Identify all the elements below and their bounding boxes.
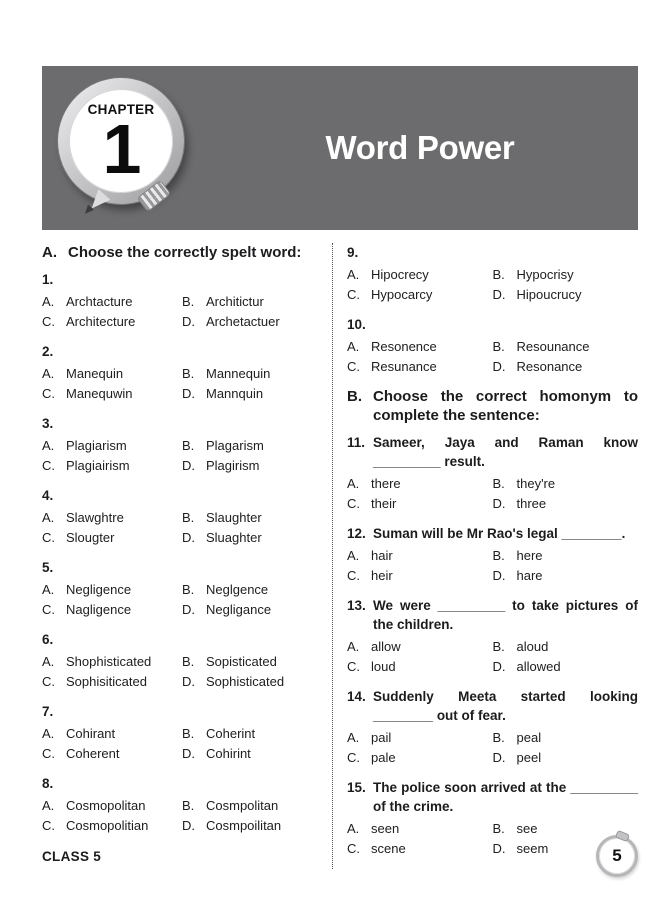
option-letter: A. — [42, 366, 55, 381]
option-text: there — [371, 476, 401, 491]
option-letter: A. — [42, 582, 55, 597]
option-text: Architecture — [66, 313, 136, 329]
question-1 — [42, 270, 322, 331]
option-text: Slawghtre — [66, 510, 124, 525]
option — [347, 337, 493, 357]
option-letter: B. — [492, 267, 505, 282]
option — [42, 796, 182, 816]
option-text: Cohirant — [66, 726, 116, 741]
option-text: heir — [371, 567, 393, 583]
option-text: seen — [371, 821, 400, 836]
option-text: Plagiarism — [66, 438, 127, 453]
option-letter: D. — [182, 817, 195, 833]
section-letter: A. — [42, 244, 57, 261]
option-text: Shophisticated — [66, 654, 152, 669]
option-letter: B. — [492, 548, 505, 563]
option-text: Mannequin — [206, 366, 271, 381]
question-number: 10. — [347, 317, 366, 332]
option-text: Hypocrisy — [516, 267, 574, 282]
option-letter: A. — [347, 339, 360, 354]
option-letter: C. — [347, 567, 360, 583]
right-column — [333, 243, 638, 869]
option-letter: B. — [492, 476, 505, 491]
option — [347, 546, 493, 566]
option — [182, 600, 322, 620]
option-text: Negligance — [206, 601, 272, 617]
option-letter: C. — [347, 840, 360, 856]
option-letter: C. — [347, 358, 360, 374]
option-text: seem — [516, 840, 549, 856]
option-text: Cosmpoilitan — [206, 817, 282, 833]
option-letter: A. — [347, 548, 360, 563]
option — [182, 796, 322, 816]
pencil-page-ring-icon — [596, 835, 638, 877]
option-text: here — [516, 548, 543, 563]
option-text: pale — [371, 749, 396, 765]
option — [42, 652, 182, 672]
option-letter: C. — [42, 745, 55, 761]
chapter-banner — [42, 66, 638, 230]
option-letter: B. — [182, 366, 195, 381]
option — [182, 364, 322, 384]
section-heading-text: Choose the correctly spelt word: — [68, 244, 302, 261]
option — [182, 312, 322, 332]
option-text: aloud — [516, 639, 549, 654]
question-10 — [347, 315, 638, 376]
option — [347, 474, 493, 494]
page-number: 5 — [612, 846, 622, 865]
option — [42, 600, 182, 620]
option-letter: C. — [42, 529, 55, 545]
option — [42, 436, 182, 456]
question-7 — [42, 702, 322, 763]
class-label: CLASS 5 — [42, 848, 102, 864]
section-heading-text: Choose the correct homonym to complete the sentence: — [373, 388, 638, 424]
option — [182, 744, 322, 764]
question-number: 3. — [42, 416, 54, 431]
option — [42, 456, 182, 476]
option-text: Resunance — [371, 358, 437, 374]
option-letter: D. — [492, 658, 506, 674]
option-letter: D. — [182, 313, 195, 329]
option-letter: A. — [347, 476, 360, 491]
question-4 — [42, 486, 322, 547]
option-letter: B. — [182, 582, 195, 597]
option-text: Negligence — [66, 582, 132, 597]
option-letter: C. — [42, 601, 55, 617]
question-number: 15. — [347, 780, 366, 795]
option-text: Hipocrecy — [371, 267, 429, 282]
option-letter: B. — [182, 654, 195, 669]
option-text: hair — [371, 548, 393, 563]
option-letter: A. — [42, 510, 55, 525]
option — [493, 337, 639, 357]
option-text: Neglgence — [206, 582, 269, 597]
option-letter: D. — [182, 457, 195, 473]
question-13 — [347, 596, 638, 676]
option — [347, 494, 493, 514]
option — [493, 637, 639, 657]
option-text: Cosmopolitian — [66, 817, 149, 833]
option — [493, 357, 639, 377]
option — [347, 357, 493, 377]
question-number: 1. — [42, 272, 54, 287]
option — [182, 652, 322, 672]
option-text: Nagligence — [66, 601, 132, 617]
section-b-heading — [347, 387, 638, 425]
option-letter: B. — [182, 294, 195, 309]
option-letter: D. — [492, 840, 506, 856]
option-text: Resonence — [371, 339, 437, 354]
question-number: 9. — [347, 245, 359, 260]
option-letter: D. — [492, 749, 506, 765]
option — [42, 384, 182, 404]
question-prompt: Suddenly Meeta started looking ________ out of fear. — [373, 689, 638, 723]
section-letter: B. — [347, 388, 362, 405]
option — [42, 312, 182, 332]
question-number: 14. — [347, 689, 366, 704]
question-8 — [42, 774, 322, 835]
option — [347, 728, 493, 748]
question-3 — [42, 414, 322, 475]
option-text: Cosmopolitan — [66, 798, 146, 813]
option-letter: D. — [182, 385, 195, 401]
question-number: 6. — [42, 632, 54, 647]
question-prompt: The police soon arrived at the _________ of the crime. — [373, 780, 638, 814]
option-letter: A. — [347, 267, 360, 282]
option-letter: B. — [492, 639, 505, 654]
option-letter: D. — [182, 529, 195, 545]
option-text: loud — [371, 658, 396, 674]
option — [347, 748, 493, 768]
question-prompt: Suman will be Mr Rao's legal ________. — [373, 526, 626, 541]
option-text: Plagiairism — [66, 457, 130, 473]
option-letter: C. — [42, 313, 55, 329]
option — [493, 494, 639, 514]
option-letter: B. — [492, 339, 505, 354]
option-text: Architictur — [206, 294, 264, 309]
question-number: 2. — [42, 344, 54, 359]
option — [42, 744, 182, 764]
option — [42, 508, 182, 528]
option — [347, 566, 493, 586]
option-text: Slaughter — [206, 510, 262, 525]
option-letter: C. — [347, 658, 360, 674]
option — [182, 528, 322, 548]
option — [42, 724, 182, 744]
option-text: Hypocarcy — [371, 286, 433, 302]
question-number: 13. — [347, 598, 366, 613]
option-text: Mannquin — [206, 385, 264, 401]
option-text: Cohirint — [206, 745, 251, 761]
option-text: allow — [371, 639, 401, 654]
option — [42, 672, 182, 692]
question-12 — [347, 524, 638, 585]
option — [493, 474, 639, 494]
chapter-label: CHAPTER — [87, 102, 155, 117]
option-text: Resonance — [516, 358, 583, 374]
option — [182, 292, 322, 312]
option — [493, 728, 639, 748]
option-text: see — [516, 821, 538, 836]
option-text: Archetactuer — [206, 313, 280, 329]
option — [493, 657, 639, 677]
option — [347, 265, 493, 285]
option-text: allowed — [516, 658, 561, 674]
option-text: Sopisticated — [206, 654, 277, 669]
option-text: Resounance — [516, 339, 590, 354]
option-letter: B. — [182, 438, 195, 453]
option-letter: A. — [42, 438, 55, 453]
option-letter: B. — [182, 510, 195, 525]
question-number: 5. — [42, 560, 54, 575]
question-14 — [347, 687, 638, 767]
option — [493, 748, 639, 768]
option-letter: B. — [182, 798, 195, 813]
option-text: Sluaghter — [206, 529, 262, 545]
option-text: Manequin — [66, 366, 124, 381]
option-letter: A. — [42, 798, 55, 813]
option-text: Archtacture — [66, 294, 133, 309]
option — [182, 436, 322, 456]
option-text: peel — [516, 749, 542, 765]
option-letter: A. — [347, 821, 360, 836]
option-text: Coherent — [66, 745, 120, 761]
option-letter: B. — [182, 726, 195, 741]
option — [493, 285, 639, 305]
option-text: pail — [371, 730, 392, 745]
option-letter: C. — [347, 495, 360, 511]
question-number: 12. — [347, 526, 366, 541]
option-letter: D. — [492, 567, 506, 583]
option-letter: C. — [42, 457, 55, 473]
chapter-badge — [56, 76, 190, 226]
option-text: Sophisticated — [206, 673, 285, 689]
question-number: 8. — [42, 776, 54, 791]
option — [182, 580, 322, 600]
option-letter: B. — [492, 821, 505, 836]
option-text: they're — [516, 476, 556, 491]
option-letter: A. — [347, 639, 360, 654]
option — [347, 657, 493, 677]
option — [42, 364, 182, 384]
page-footer — [42, 832, 638, 880]
option-letter: B. — [492, 730, 505, 745]
option — [493, 546, 639, 566]
option-letter: D. — [182, 601, 195, 617]
option-letter: A. — [347, 730, 360, 745]
option-text: Hipoucrucy — [516, 286, 582, 302]
option — [42, 580, 182, 600]
option-text: peal — [516, 730, 542, 745]
option — [182, 508, 322, 528]
option-text: three — [516, 495, 547, 511]
option — [182, 384, 322, 404]
option — [42, 528, 182, 548]
question-number: 7. — [42, 704, 54, 719]
question-6 — [42, 630, 322, 691]
option — [182, 456, 322, 476]
pencil-ring-icon — [58, 78, 184, 204]
option-text: Cosmpolitan — [206, 798, 279, 813]
option-text: Coherint — [206, 726, 256, 741]
option — [493, 265, 639, 285]
question-9 — [347, 243, 638, 304]
option-letter: C. — [42, 817, 55, 833]
option — [347, 285, 493, 305]
option-text: their — [371, 495, 397, 511]
option — [493, 566, 639, 586]
option-letter: D. — [492, 358, 506, 374]
option-text: hare — [516, 567, 543, 583]
option-text: Plagirism — [206, 457, 260, 473]
option — [182, 672, 322, 692]
option — [42, 292, 182, 312]
option-letter: C. — [42, 385, 55, 401]
option-letter: C. — [347, 286, 360, 302]
page-content — [42, 243, 638, 869]
question-11 — [347, 433, 638, 513]
option-letter: D. — [182, 673, 195, 689]
option-letter: D. — [492, 286, 506, 302]
chapter-number: 1 — [102, 110, 140, 188]
option-text: Sophisiticated — [66, 673, 147, 689]
option-text: Manequwin — [66, 385, 133, 401]
chapter-badge-inner — [69, 89, 173, 193]
option-letter: A. — [42, 294, 55, 309]
question-2 — [42, 342, 322, 403]
question-number: 4. — [42, 488, 54, 503]
option-letter: A. — [42, 726, 55, 741]
option-letter: C. — [347, 749, 360, 765]
question-number: 11. — [347, 435, 366, 450]
option-letter: A. — [42, 654, 55, 669]
section-a-heading — [42, 243, 322, 262]
page-title: Word Power — [325, 129, 515, 166]
option-letter: D. — [492, 495, 506, 511]
question-5 — [42, 558, 322, 619]
option — [347, 637, 493, 657]
option-text: Plagarism — [206, 438, 264, 453]
option-letter: C. — [42, 673, 55, 689]
question-prompt: Sameer, Jaya and Raman know _________ result. — [373, 435, 638, 469]
left-column — [42, 243, 332, 869]
question-prompt: We were _________ to take pictures of the children. — [373, 598, 638, 632]
option — [182, 724, 322, 744]
option-text: Slougter — [66, 529, 115, 545]
option-text: scene — [371, 840, 406, 856]
option-letter: D. — [182, 745, 195, 761]
page-number-badge — [596, 835, 638, 877]
